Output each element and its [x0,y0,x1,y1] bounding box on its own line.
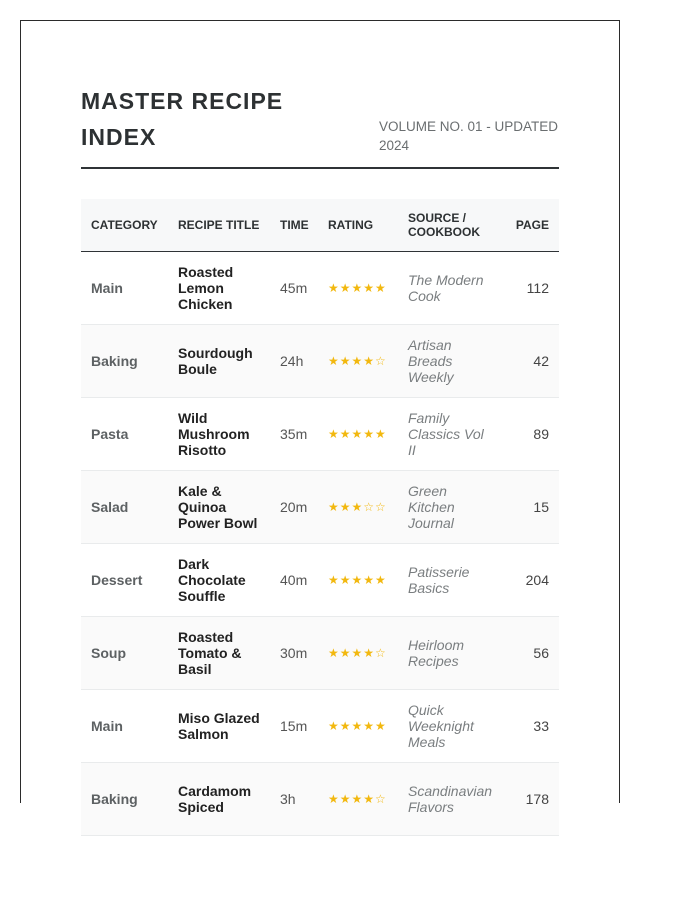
page-number-cell: 204 [525,572,549,588]
source-cell: Heirloom Recipes [408,637,465,669]
table-row [81,325,559,398]
source-cell: Artisan Breads Weekly [408,337,454,385]
category-cell: Salad [91,499,129,515]
document-header [81,83,559,169]
category-cell: Baking [91,353,138,369]
column-header-source: SOURCE / COOKBOOK [408,211,480,239]
table-row [81,544,559,617]
source-cell: Green Kitchen Journal [408,483,455,531]
time-cell: 3h [280,791,296,807]
source-cell: Family Classics Vol II [408,410,484,458]
rating-stars: ★★★★★ [328,719,387,733]
category-cell: Main [91,280,123,296]
recipe-title-cell: Roasted Tomato & Basil [178,629,242,677]
page-number-cell: 15 [533,499,549,515]
document-title: MASTER RECIPE INDEX [81,88,284,150]
time-cell: 24h [280,353,304,369]
column-header-rating: RATING [328,218,374,232]
recipe-title-cell: Miso Glazed Salmon [178,710,260,742]
document-content [81,83,559,836]
time-cell: 20m [280,499,308,515]
rating-stars: ★★★★★ [328,281,387,295]
document-page [20,20,620,815]
page-number-cell: 42 [533,353,549,369]
source-cell: The Modern Cook [408,272,484,304]
table-row [81,763,559,836]
time-cell: 15m [280,718,308,734]
table-row [81,252,559,325]
page-number-cell: 112 [526,280,549,296]
column-header-category: CATEGORY [91,218,158,232]
table-row [81,471,559,544]
rating-stars: ★★★★☆ [328,354,387,368]
rating-stars: ★★★★★ [328,573,387,587]
table-header [81,199,559,252]
category-cell: Main [91,718,123,734]
recipe-title-cell: Roasted Lemon Chicken [178,264,234,312]
column-header-page: PAGE [515,218,549,232]
time-cell: 40m [280,572,308,588]
recipe-title-cell: Kale & Quinoa Power Bowl [178,483,258,531]
document-subtitle: VOLUME NO. 01 - UPDATED 2024 [379,119,559,153]
page-number-cell: 178 [525,791,549,807]
category-cell: Pasta [91,426,129,442]
rating-stars: ★★★★☆ [328,792,387,806]
table-row [81,398,559,471]
rating-stars: ★★★☆☆ [328,500,387,514]
category-cell: Dessert [91,572,143,588]
recipe-title-cell: Cardamom Spiced [178,783,252,815]
time-cell: 35m [280,426,308,442]
rating-stars: ★★★★★ [328,427,387,441]
category-cell: Baking [91,791,138,807]
source-cell: Patisserie Basics [408,564,470,596]
table-header-row [81,199,559,252]
recipe-title-cell: Sourdough Boule [178,345,253,377]
recipe-index-table [81,199,559,836]
table-row [81,690,559,763]
page-number-cell: 89 [533,426,549,442]
category-cell: Soup [91,645,126,661]
time-cell: 45m [280,280,308,296]
table-body [81,252,559,836]
time-cell: 30m [280,645,308,661]
source-cell: Scandinavian Flavors [408,783,493,815]
column-header-recipe-title: RECIPE TITLE [178,218,260,232]
recipe-title-cell: Dark Chocolate Souffle [178,556,246,604]
page-number-cell: 56 [533,645,549,661]
rating-stars: ★★★★☆ [328,646,387,660]
source-cell: Quick Weeknight Meals [408,702,474,750]
column-header-time: TIME [280,218,309,232]
page-number-cell: 33 [533,718,549,734]
recipe-title-cell: Wild Mushroom Risotto [178,410,250,458]
table-row [81,617,559,690]
